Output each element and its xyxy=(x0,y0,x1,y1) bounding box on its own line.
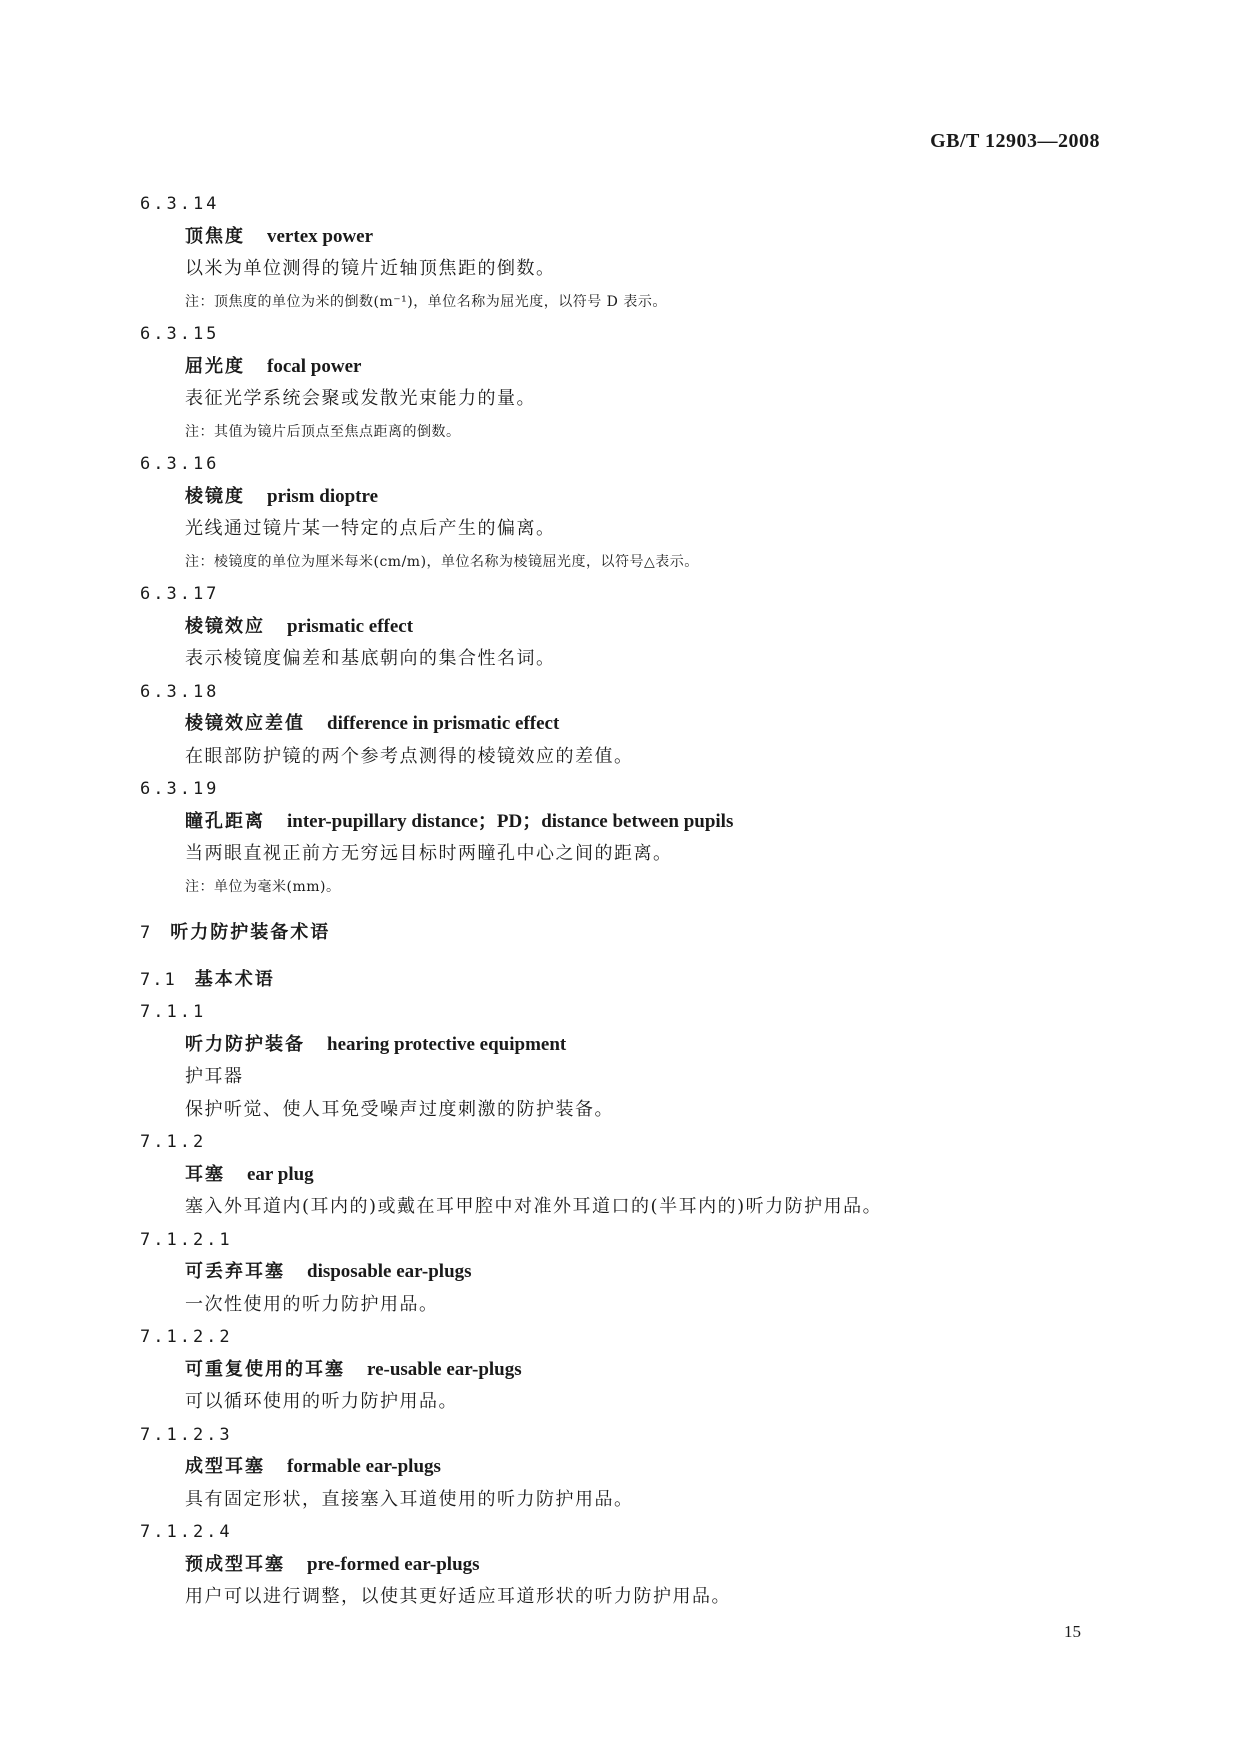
term-heading xyxy=(140,1451,1110,1484)
term-heading xyxy=(140,708,1110,741)
term-en: pre-formed ear-plugs xyxy=(307,1553,480,1575)
term-heading xyxy=(140,806,1110,839)
term-definition: 保护听觉、使人耳免受噪声过度刺激的防护装备。 xyxy=(185,1098,614,1120)
term-en: inter-pupillary distance；PD；distance between pupils xyxy=(287,810,734,832)
term-definition: 表征光学系统会聚或发散光束能力的量。 xyxy=(185,388,536,409)
term-heading xyxy=(140,1159,1110,1192)
term-zh: 可丢弃耳塞 xyxy=(185,1261,285,1282)
term-heading xyxy=(140,1354,1110,1387)
term-definition: 光线通过镜片某一特定的点后产生的偏离。 xyxy=(185,518,556,539)
term-en: difference in prismatic effect xyxy=(327,713,560,734)
term-en: formable ear-plugs xyxy=(287,1456,441,1477)
term-en: focal power xyxy=(267,355,362,377)
term-synonym: 护耳器 xyxy=(185,1066,244,1087)
term-zh: 顶焦度 xyxy=(185,225,245,247)
term-note: 注：顶焦度的单位为米的倒数(m⁻¹)，单位名称为屈光度，以符号 D 表示。 xyxy=(185,293,667,310)
section-number: 7.1 xyxy=(140,969,177,990)
term-zh: 听力防护装备 xyxy=(185,1033,305,1055)
term-definition: 具有固定形状，直接塞入耳道使用的听力防护用品。 xyxy=(185,1488,634,1510)
entry-number: 6.3.14 xyxy=(140,194,220,214)
term-definition: 表示棱镜度偏差和基底朝向的集合性名词。 xyxy=(185,648,556,669)
term-note: 注：棱镜度的单位为厘米每米(cm/m)，单位名称为棱镜屈光度，以符号△表示。 xyxy=(185,553,699,570)
term-definition: 用户可以进行调整，以使其更好适应耳道形状的听力防护用品。 xyxy=(185,1586,731,1607)
term-definition: 可以循环使用的听力防护用品。 xyxy=(185,1391,458,1412)
term-heading xyxy=(140,351,1110,384)
chapter-heading xyxy=(140,917,1110,950)
entry-number: 7.1.2.4 xyxy=(140,1522,233,1542)
section-heading xyxy=(140,964,1110,997)
entry-number: 6.3.15 xyxy=(140,324,220,344)
term-zh: 预成型耳塞 xyxy=(185,1553,285,1575)
document-code: GB/T 12903—2008 xyxy=(930,130,1100,152)
term-en: prism dioptre xyxy=(267,485,379,507)
term-definition: 以米为单位测得的镜片近轴顶焦距的倒数。 xyxy=(185,258,556,279)
term-definition: 塞入外耳道内(耳内的)或戴在耳甲腔中对准外耳道口的(半耳内的)听力防护用品。 xyxy=(185,1196,883,1217)
term-definition: 一次性使用的听力防护用品。 xyxy=(185,1293,439,1315)
term-note: 注：其值为镜片后顶点至焦点距离的倒数。 xyxy=(185,423,461,440)
term-en: prismatic effect xyxy=(287,615,414,637)
entry-number: 6.3.18 xyxy=(140,681,220,702)
term-zh: 耳塞 xyxy=(185,1163,225,1185)
term-heading xyxy=(140,481,1110,514)
term-zh: 棱镜效应差值 xyxy=(185,713,305,734)
section-title: 基本术语 xyxy=(194,968,275,990)
term-heading xyxy=(140,221,1110,254)
term-zh: 瞳孔距离 xyxy=(185,810,265,832)
term-definition: 当两眼直视正前方无穷远目标时两瞳孔中心之间的距离。 xyxy=(185,843,673,864)
term-zh: 棱镜效应 xyxy=(185,615,265,637)
term-en: hearing protective equipment xyxy=(327,1033,567,1055)
page-number: 15 xyxy=(1064,1622,1081,1641)
term-zh: 棱镜度 xyxy=(185,485,245,507)
term-note: 注：单位为毫米(mm)。 xyxy=(185,878,341,895)
term-definition: 在眼部防护镜的两个参考点测得的棱镜效应的差值。 xyxy=(185,745,634,767)
term-zh: 屈光度 xyxy=(185,355,245,377)
entry-number: 7.1.1 xyxy=(140,1002,207,1022)
entry-number: 7.1.2 xyxy=(140,1132,207,1152)
entry-number: 6.3.19 xyxy=(140,779,220,799)
entry-number: 6.3.16 xyxy=(140,454,220,474)
term-zh: 可重复使用的耳塞 xyxy=(185,1358,345,1380)
term-zh: 成型耳塞 xyxy=(185,1456,265,1477)
entry-number: 7.1.2.2 xyxy=(140,1327,233,1347)
page-body xyxy=(140,188,1110,1614)
term-en: re-usable ear-plugs xyxy=(367,1358,522,1380)
term-heading xyxy=(140,1029,1110,1062)
term-heading xyxy=(140,1256,1110,1289)
entry-number: 7.1.2.3 xyxy=(140,1424,233,1445)
term-heading xyxy=(140,1549,1110,1582)
chapter-number: 7 xyxy=(140,923,153,943)
term-en: disposable ear-plugs xyxy=(307,1261,472,1282)
entry-number: 7.1.2.1 xyxy=(140,1229,233,1250)
chapter-title: 听力防护装备术语 xyxy=(170,922,331,943)
term-en: vertex power xyxy=(267,225,374,247)
term-heading xyxy=(140,611,1110,644)
entry-number: 6.3.17 xyxy=(140,584,220,604)
term-en: ear plug xyxy=(247,1163,314,1185)
